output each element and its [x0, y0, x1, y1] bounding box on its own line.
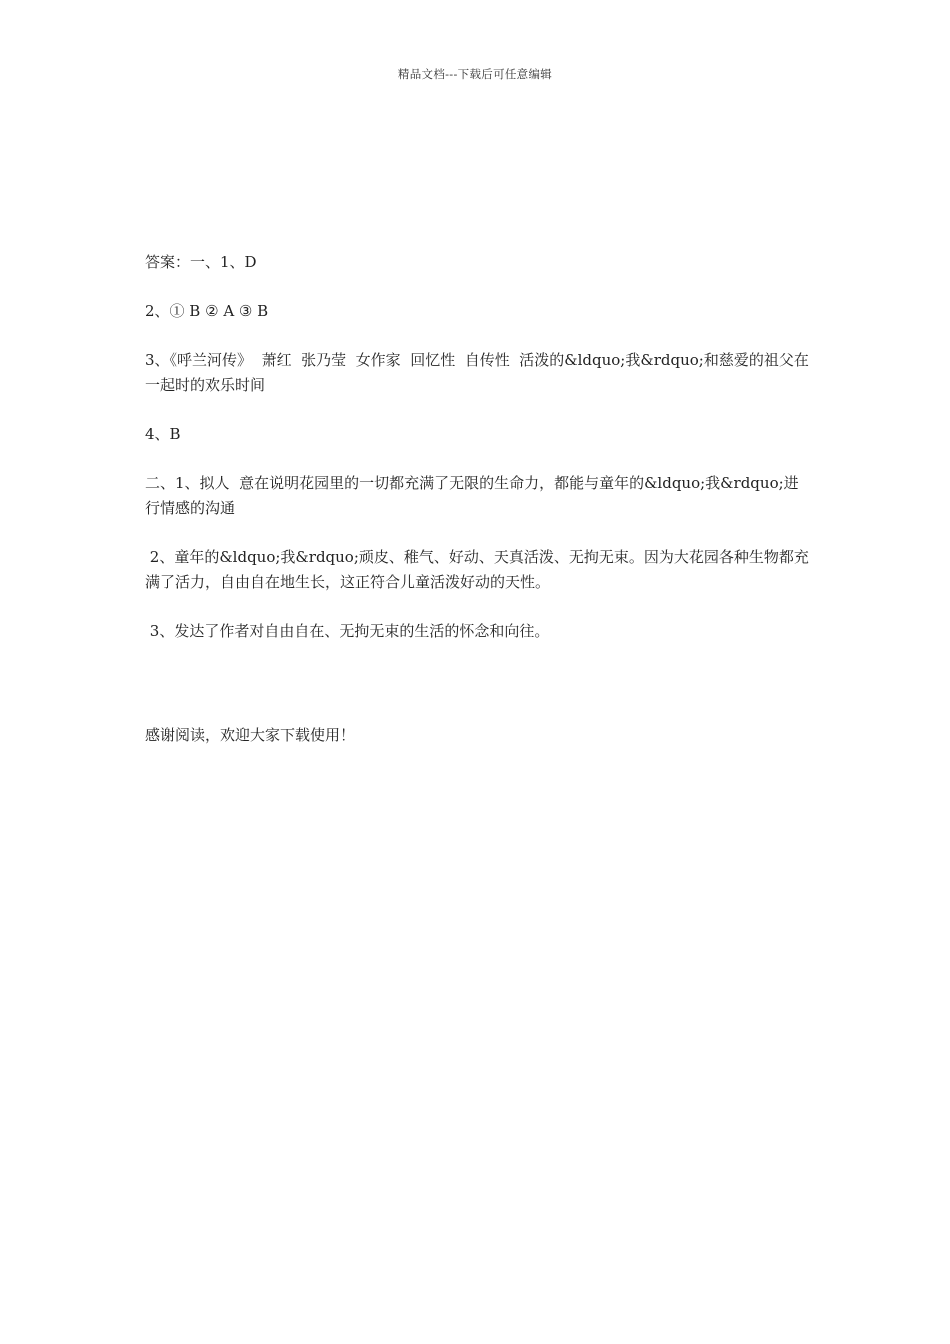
answer-line-5: 二、1、拟人 意在说明花园里的一切都充满了无限的生命力，都能与童年的&ldquo;我&rdquo;进行情感的沟通 — [145, 474, 799, 517]
answer-line-6: 2、童年的&ldquo;我&rdquo;顽皮、稚气、好动、天真活泼、无拘无束。因为大花园各种生物都充满了活力，自由自在地生长，这正符合儿童活泼好动的天性。 — [145, 548, 809, 591]
page-header: 精品文档---下载后可任意编辑 — [397, 67, 553, 81]
answer-line-7: 3、发达了作者对自由自在、无拘无束的生活的怀念和向往。 — [145, 622, 550, 640]
answer-line-3: 3、《呼兰河传》 萧红 张乃莹 女作家 回忆性 自传性 活泼的&ldquo;我&rdquo;和慈爱的祖父在一起时的欢乐时间 — [145, 351, 809, 394]
answer-section — [145, 250, 810, 668]
closing-text: 感谢阅读，欢迎大家下载使用！ — [145, 726, 356, 744]
answer-line-4: 4、B — [145, 425, 181, 443]
answer-line-1: 答案：一、1、D — [145, 253, 257, 271]
answer-line-2: 2、① B ② A ③ B — [145, 302, 269, 320]
